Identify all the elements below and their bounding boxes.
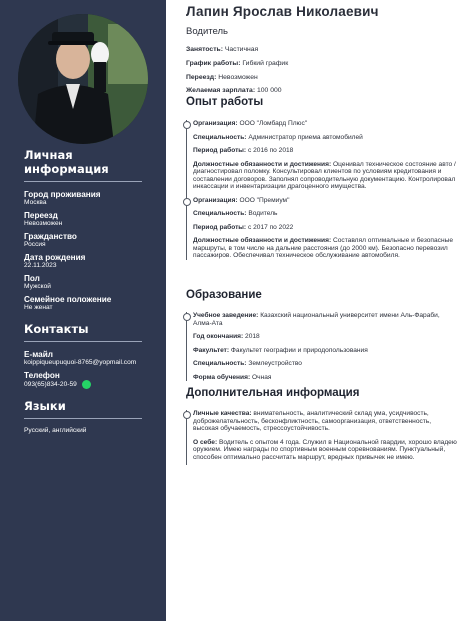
experience-entry-1 xyxy=(187,120,457,191)
experience-heading: Опыт работы xyxy=(186,96,264,108)
marital-value: Не женат xyxy=(24,304,53,311)
info-schedule-value: Гибкий график xyxy=(242,59,289,67)
phone-value[interactable]: 093(65)834-20-59 xyxy=(24,380,77,388)
exp1-spec: Администратор приема автомобилей xyxy=(248,133,363,141)
contact-email xyxy=(24,350,166,367)
exp2-duties-label: Должностные обязанности и достижения: xyxy=(193,237,332,244)
personal-item-city xyxy=(24,190,166,207)
info-schedule-label: График работы: xyxy=(186,59,241,67)
edu-year: 2018 xyxy=(245,333,260,340)
languages-value: Русский, английский xyxy=(24,427,87,434)
edu-form: Очная xyxy=(252,373,272,381)
phone-label: Телефон xyxy=(24,371,60,380)
exp2-org: ООО "Премиум" xyxy=(239,196,290,204)
candidate-name: Лапин Ярослав Николаевич xyxy=(186,4,379,19)
profile-photo xyxy=(18,14,148,144)
info-relocation-label: Переезд: xyxy=(186,73,217,81)
education-timeline xyxy=(186,312,457,381)
personal-item-relocation xyxy=(24,211,166,228)
citizenship-label: Гражданство xyxy=(24,232,77,241)
info-employment-label: Занятость: xyxy=(186,46,223,53)
edu-faculty: Факультет географии и природопользования xyxy=(230,346,368,354)
edu-spec: Землеустройство xyxy=(248,360,302,367)
experience-entry-2 xyxy=(187,197,457,260)
personal-info-heading: Личная информация xyxy=(24,148,142,182)
city-value: Москва xyxy=(24,199,47,206)
info-employment-value: Частичная xyxy=(224,46,259,53)
gender-value: Мужской xyxy=(24,283,51,290)
experience-timeline xyxy=(186,120,457,260)
personal-item-citizenship xyxy=(24,232,166,249)
about-value: Водитель с опытом 4 года. Служил в Национальной гвардии, хорошо владею оружием. Имею награды по спортивным военным соревнованиям. Пунктуальный, способен оптимально рассчитать маршрут, вредных привычек не имею. xyxy=(193,438,457,461)
personal-item-marital xyxy=(24,295,166,312)
exp1-duties-label: Должностные обязанности и достижения: xyxy=(193,160,332,168)
edu-spec-label: Специальность: xyxy=(193,360,247,367)
languages-heading: Языки xyxy=(24,399,142,419)
education-heading: Образование xyxy=(186,289,262,301)
whatsapp-icon[interactable] xyxy=(82,380,91,389)
timeline-dot xyxy=(183,411,191,419)
info-salary-value: 100 000 xyxy=(256,87,282,95)
contact-phone xyxy=(24,371,166,389)
timeline-dot xyxy=(183,198,191,206)
edu-faculty-label: Факультет: xyxy=(193,346,230,354)
birthdate-value: 22.11.2023 xyxy=(24,262,57,269)
edu-school-label: Учебное заведение: xyxy=(193,312,259,319)
edu-year-label: Год окончания: xyxy=(193,333,244,340)
exp1-spec-label: Специальность: xyxy=(193,133,247,141)
info-row-relocation xyxy=(186,71,288,85)
education-entry xyxy=(187,312,457,381)
email-value[interactable]: koippiqueupuquoi-8765@yopmail.com xyxy=(24,359,137,366)
additional-timeline xyxy=(186,410,457,465)
info-row-employment xyxy=(186,43,288,57)
contacts-heading: Контакты xyxy=(24,322,142,342)
exp2-duties: Составлял оптимальные и безопасные маршруты, в том числе на дальние расстояния (до 2000 км). Безопасно перевозил пассажиров. Обеспечивал техническое обслуживание автомобиля. xyxy=(193,237,454,259)
citizenship-value: Россия xyxy=(24,241,46,248)
personal-item-gender xyxy=(24,274,166,291)
timeline-dot xyxy=(183,313,191,321)
exp1-org-label: Организация: xyxy=(193,120,238,127)
exp2-org-label: Организация: xyxy=(193,196,238,204)
summary-info xyxy=(186,43,288,98)
personal-item-birthdate xyxy=(24,253,166,270)
qualities-value: внимательность, аналитический склад ума, усидчивость, доброжелательность, бесконфликтность, самоорганизация, ответственность, высокая обучаемость, стрессоустойчивость. xyxy=(193,410,432,432)
relocation-label: Переезд xyxy=(24,211,58,220)
city-label: Город проживания xyxy=(24,190,101,199)
timeline-dot xyxy=(183,121,191,129)
relocation-value: Невозможен xyxy=(24,220,63,227)
position-title: Водитель xyxy=(186,26,228,37)
gender-label: Пол xyxy=(24,274,40,283)
marital-label: Семейное положение xyxy=(24,295,112,304)
edu-school: Казахский национальный университет имени Аль-Фараби, Алма-Ата xyxy=(193,312,440,327)
info-row-schedule xyxy=(186,57,288,71)
info-salary-label: Желаемая зарплата: xyxy=(186,87,256,95)
email-label: E-майл xyxy=(24,350,53,359)
about-label: О себе: xyxy=(193,438,218,446)
birthdate-label: Дата рождения xyxy=(24,253,86,262)
sidebar xyxy=(0,0,166,621)
edu-form-label: Форма обучения: xyxy=(193,373,251,381)
exp1-period: с 2016 по 2018 xyxy=(247,147,294,154)
additional-entry xyxy=(187,410,457,461)
exp2-period-label: Период работы: xyxy=(193,223,247,231)
exp2-spec: Водитель xyxy=(248,210,278,217)
exp1-period-label: Период работы: xyxy=(193,147,247,154)
languages-item xyxy=(24,427,166,435)
exp2-spec-label: Специальность: xyxy=(193,210,247,217)
exp1-org: ООО "Ломбард Плюс" xyxy=(239,120,308,127)
additional-heading: Дополнительная информация xyxy=(186,387,360,399)
qualities-label: Личные качества: xyxy=(193,410,252,417)
exp1-duties: Оценивал техническое состояние авто / диагностировал поломку. Консультировал клиентов по условиям кредитования и составлении договоров. Заполнял сопроводительную документацию. Контролировал инкассации и инвентаризации драгоценного имущества. xyxy=(193,160,456,190)
info-relocation-value: Невозможен xyxy=(218,73,258,81)
exp2-period: с 2017 по 2022 xyxy=(247,223,294,231)
